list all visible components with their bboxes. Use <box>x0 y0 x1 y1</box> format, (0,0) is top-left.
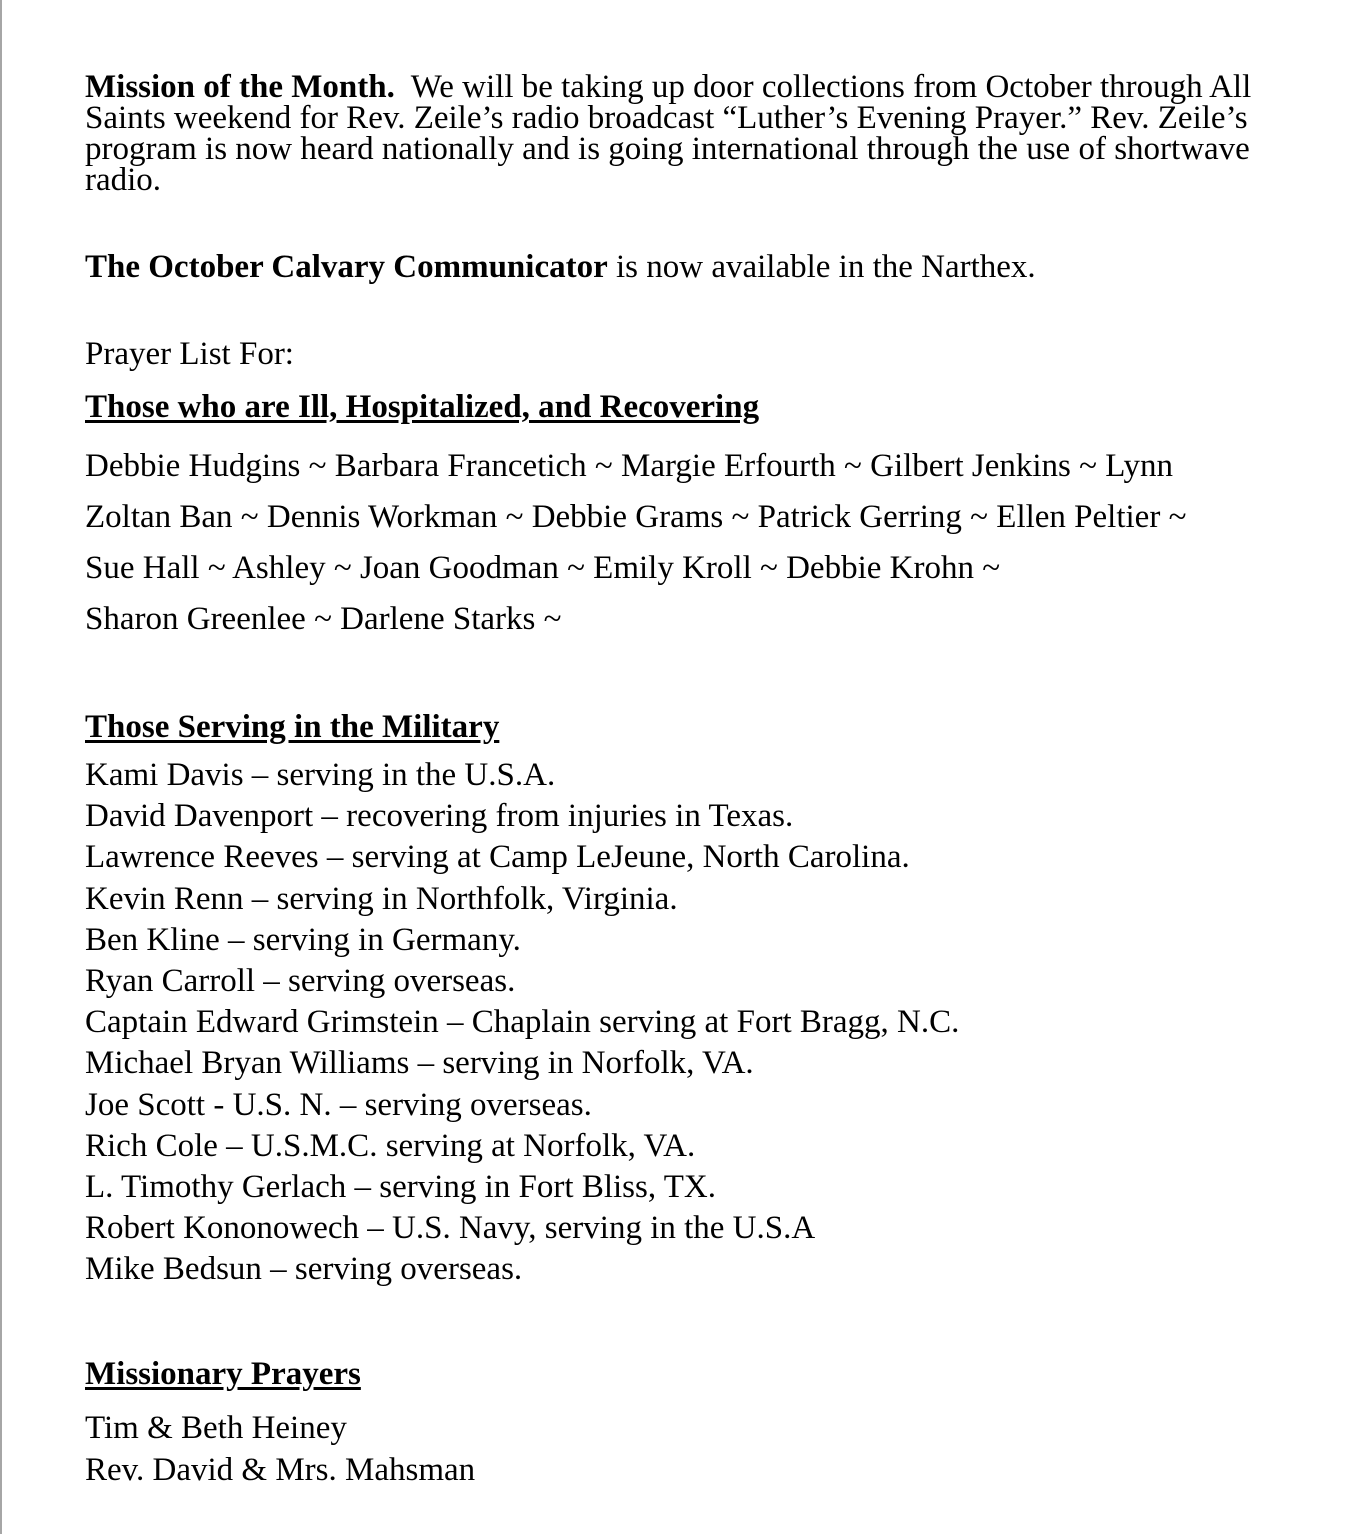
mission-title: Mission of the Month. <box>85 69 395 105</box>
military-entry: L. Timothy Gerlach – serving in Fort Bliss, TX. <box>85 1169 716 1206</box>
military-entry: Robert Kononowech – U.S. Navy, serving in the U.S.A <box>85 1210 816 1247</box>
military-entry: Rich Cole – U.S.M.C. serving at Norfolk, VA. <box>85 1127 696 1164</box>
military-entry: Ryan Carroll – serving overseas. <box>85 963 516 1000</box>
military-entry: Kevin Renn – serving in Northfolk, Virginia. <box>85 880 678 917</box>
ill-list-line: Debbie Hudgins ~ Barbara Francetich ~ Margie Erfourth ~ Gilbert Jenkins ~ Lynn <box>85 448 1174 484</box>
bulletin-page <box>85 69 1315 1491</box>
military-entry: Mike Bedsun – serving overseas. <box>85 1251 523 1288</box>
military-entry: Joe Scott - U.S. N. – serving overseas. <box>85 1086 592 1123</box>
military-entry: Michael Bryan Williams – serving in Norfolk, VA. <box>85 1045 754 1082</box>
mission-paragraph <box>85 69 1315 198</box>
military-list <box>85 755 1315 1291</box>
military-entry: Captain Edward Grimstein – Chaplain serving at Fort Bragg, N.C. <box>85 1004 960 1041</box>
missionary-entry: Rev. David & Mrs. Mahsman <box>85 1451 476 1488</box>
missionary-entry: Tim & Beth Heiney <box>85 1409 347 1446</box>
missionary-list <box>85 1407 1315 1491</box>
military-entry: Kami Davis – serving in the U.S.A. <box>85 757 556 793</box>
communicator-paragraph <box>85 248 1315 286</box>
ill-list-line: Sue Hall ~ Ashley ~ Joan Goodman ~ Emily Kroll ~ Debbie Krohn ~ <box>85 550 1001 586</box>
prayer-list-intro: Prayer List For: <box>85 336 294 372</box>
page-left-border <box>0 0 2 1534</box>
ill-list-line: Sharon Greenlee ~ Darlene Starks ~ <box>85 601 562 637</box>
communicator-text: is now available in the Narthex. <box>607 249 1036 285</box>
ill-heading: Those who are Ill, Hospitalized, and Recovering <box>85 389 760 425</box>
military-heading: Those Serving in the Military <box>85 709 500 745</box>
ill-list-line: Zoltan Ban ~ Dennis Workman ~ Debbie Grams ~ Patrick Gerring ~ Ellen Peltier ~ <box>85 499 1187 535</box>
military-entry: Ben Kline – serving in Germany. <box>85 921 521 958</box>
military-entry: David Davenport – recovering from injuries in Texas. <box>85 798 794 835</box>
communicator-title: The October Calvary Communicator <box>85 249 608 285</box>
missionary-heading: Missionary Prayers <box>85 1355 361 1392</box>
military-entry: Lawrence Reeves – serving at Camp LeJeune, North Carolina. <box>85 839 910 876</box>
ill-list <box>85 441 1315 645</box>
mission-text: We will be taking up door collections from October through All Saints weekend for Rev. Zeile’s radio broadcast “Luther’s Evening Prayer.” Rev. Zeile’s program is now heard nationally and is going international through the use of shortwave radio. <box>85 69 1252 198</box>
